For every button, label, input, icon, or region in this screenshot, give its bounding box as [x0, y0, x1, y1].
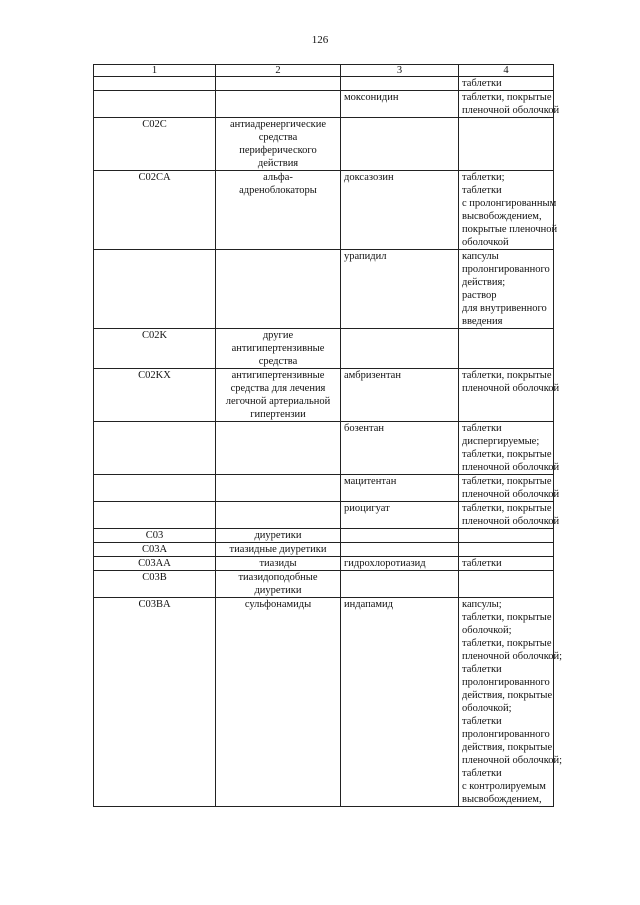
- dosage-form-cell: [459, 77, 554, 91]
- anatomical-group-cell: [216, 543, 341, 557]
- dosage-form-line: таблетки, покрытые: [462, 503, 552, 514]
- dosage-form-line: таблетки: [462, 423, 502, 434]
- dosage-form-cell: [459, 369, 560, 422]
- group-line: диуретики: [254, 530, 302, 541]
- group-line: средства: [258, 132, 298, 143]
- header-col-2: 2: [216, 65, 341, 77]
- group-line: антиадренергические: [229, 119, 327, 130]
- dosage-form-line: таблетки: [462, 185, 502, 196]
- header-col-3: 3: [341, 65, 459, 77]
- header-col-1: 1: [94, 65, 216, 77]
- dosage-form-line: капсулы: [462, 251, 499, 262]
- dosage-form-line: оболочкой: [462, 237, 509, 248]
- group-line: антигипертензивные: [231, 343, 325, 354]
- group-line: тиазидные диуретики: [229, 544, 327, 555]
- dosage-form-line: таблетки, покрытые: [462, 638, 552, 649]
- dosage-form-cell: [459, 571, 554, 598]
- drug-name-cell: [341, 529, 459, 543]
- dosage-form-cell: [459, 529, 554, 543]
- anatomical-group-cell: [216, 77, 341, 91]
- dosage-form-line: пленочной оболочкой: [462, 383, 560, 394]
- dosage-form-line: таблетки: [462, 768, 502, 779]
- atc-code-cell: C02K: [94, 329, 216, 369]
- header-col-4: 4: [459, 65, 554, 77]
- table-row: [94, 529, 554, 543]
- dosage-form-cell: [459, 250, 554, 329]
- dosage-form-line: действия, покрытые: [462, 742, 553, 753]
- dosage-form-cell: [459, 543, 554, 557]
- atc-code-cell: [94, 422, 216, 475]
- drug-name-cell: [341, 329, 459, 369]
- table-row: [94, 250, 554, 329]
- dosage-form-line: покрытые пленочной: [462, 224, 558, 235]
- atc-code-cell: C03A: [94, 543, 216, 557]
- table-row: [94, 77, 554, 91]
- atc-code-cell: C03B: [94, 571, 216, 598]
- atc-code-cell: C02KX: [94, 369, 216, 422]
- drug-name-cell: мацитентан: [341, 475, 459, 502]
- anatomical-group-cell: [216, 557, 341, 571]
- drug-name-cell: [341, 543, 459, 557]
- atc-code-cell: [94, 77, 216, 91]
- dosage-form-line: оболочкой;: [462, 703, 512, 714]
- group-line: другие: [262, 330, 294, 341]
- group-line: диуретики: [254, 585, 302, 596]
- anatomical-group-cell: [216, 502, 341, 529]
- table-row: [94, 422, 554, 475]
- dosage-form-line: диспергируемые;: [462, 436, 540, 447]
- group-line: альфа-: [263, 172, 293, 183]
- table-row: [94, 571, 554, 598]
- drug-name-cell: гидрохлоротиазид: [341, 557, 459, 571]
- drug-name-cell: риоцигуат: [341, 502, 459, 529]
- anatomical-group-cell: [216, 369, 341, 422]
- dosage-form-line: пролонгированного: [462, 264, 550, 275]
- dosage-form-cell: [459, 422, 560, 475]
- dosage-form-cell: [459, 91, 560, 118]
- dosage-form-cell: [459, 171, 558, 250]
- atc-code-cell: C02C: [94, 118, 216, 171]
- dosage-form-line: оболочкой;: [462, 625, 512, 636]
- drug-name-cell: [341, 77, 459, 91]
- group-line: средства: [258, 356, 298, 367]
- drug-name-cell: [341, 118, 459, 171]
- table-row: [94, 329, 554, 369]
- group-line: гипертензии: [250, 409, 306, 420]
- dosage-form-line: пролонгированного: [462, 729, 550, 740]
- anatomical-group-cell: [216, 422, 341, 475]
- atc-code-cell: [94, 475, 216, 502]
- table-row: [94, 598, 554, 807]
- anatomical-group-cell: [216, 529, 341, 543]
- drug-name-cell: урапидил: [341, 250, 459, 329]
- atc-code-cell: [94, 250, 216, 329]
- drug-name-cell: амбризентан: [341, 369, 459, 422]
- dosage-form-line: пленочной оболочкой: [462, 462, 560, 473]
- dosage-form-cell: [459, 475, 560, 502]
- group-line: легочной артериальной: [225, 396, 331, 407]
- dosage-form-line: пленочной оболочкой: [462, 516, 560, 527]
- group-line: действия: [257, 158, 299, 169]
- dosage-form-cell: [459, 598, 563, 807]
- drug-name-cell: индапамид: [341, 598, 459, 807]
- table-row: [94, 91, 554, 118]
- anatomical-group-cell: [216, 475, 341, 502]
- anatomical-group-cell: [216, 118, 341, 171]
- dosage-form-line: высвобождением,: [462, 211, 542, 222]
- dosage-form-line: с контролируемым: [462, 781, 546, 792]
- dosage-form-line: таблетки, покрытые: [462, 370, 552, 381]
- dosage-form-line: действия;: [462, 277, 506, 288]
- anatomical-group-cell: [216, 171, 341, 250]
- dosage-form-line: введения: [462, 316, 503, 327]
- dosage-form-line: таблетки, покрытые: [462, 476, 552, 487]
- dosage-form-line: таблетки, покрытые: [462, 449, 552, 460]
- group-line: средства для лечения: [230, 383, 326, 394]
- atc-code-cell: [94, 91, 216, 118]
- atc-code-cell: C03: [94, 529, 216, 543]
- dosage-form-line: действия, покрытые: [462, 690, 553, 701]
- dosage-form-cell: [459, 557, 554, 571]
- dosage-form-line: пленочной оболочкой;: [462, 755, 563, 766]
- table-row: [94, 171, 554, 250]
- dosage-form-line: с пролонгированным: [462, 198, 557, 209]
- dosage-form-line: таблетки: [462, 664, 502, 675]
- dosage-form-line: таблетки: [462, 716, 502, 727]
- dosage-form-line: капсулы;: [462, 599, 502, 610]
- table-row: [94, 475, 554, 502]
- dosage-form-line: таблетки: [462, 78, 502, 89]
- group-line: тиазиды: [259, 558, 297, 569]
- anatomical-group-cell: [216, 571, 341, 598]
- table-row: [94, 369, 554, 422]
- dosage-form-line: высвобождением,: [462, 794, 542, 805]
- group-line: тиазидоподобные: [238, 572, 318, 583]
- group-line: адреноблокаторы: [239, 185, 317, 196]
- anatomical-group-cell: [216, 250, 341, 329]
- group-line: периферического: [239, 145, 317, 156]
- atc-code-cell: C03AA: [94, 557, 216, 571]
- anatomical-group-cell: [216, 91, 341, 118]
- atc-code-cell: [94, 502, 216, 529]
- atc-code-cell: C03BA: [94, 598, 216, 807]
- table-row: [94, 557, 554, 571]
- dosage-form-line: для внутривенного: [462, 303, 547, 314]
- dosage-form-line: пленочной оболочкой;: [462, 651, 563, 662]
- anatomical-group-cell: [216, 329, 341, 369]
- dosage-form-line: таблетки: [462, 558, 502, 569]
- dosage-form-line: таблетки, покрытые: [462, 92, 552, 103]
- dosage-form-line: раствор: [462, 290, 497, 301]
- drug-table: [93, 64, 563, 807]
- table-row: [94, 118, 554, 171]
- dosage-form-line: таблетки, покрытые: [462, 612, 552, 623]
- group-line: антигипертензивные: [231, 370, 325, 381]
- dosage-form-cell: [459, 329, 554, 369]
- dosage-form-line: пролонгированного: [462, 677, 550, 688]
- table-header-row: [94, 65, 554, 77]
- dosage-form-line: пленочной оболочкой: [462, 489, 560, 500]
- drug-name-cell: моксонидин: [341, 91, 459, 118]
- group-line: сульфонамиды: [244, 599, 312, 610]
- table-row: [94, 502, 554, 529]
- dosage-form-line: таблетки;: [462, 172, 505, 183]
- dosage-form-cell: [459, 118, 554, 171]
- page-number: 126: [311, 34, 329, 46]
- dosage-form-cell: [459, 502, 560, 529]
- drug-name-cell: бозентан: [341, 422, 459, 475]
- drug-name-cell: [341, 571, 459, 598]
- dosage-form-line: пленочной оболочкой: [462, 105, 560, 116]
- drug-name-cell: доксазозин: [341, 171, 459, 250]
- atc-code-cell: C02CA: [94, 171, 216, 250]
- table-row: [94, 543, 554, 557]
- anatomical-group-cell: [216, 598, 341, 807]
